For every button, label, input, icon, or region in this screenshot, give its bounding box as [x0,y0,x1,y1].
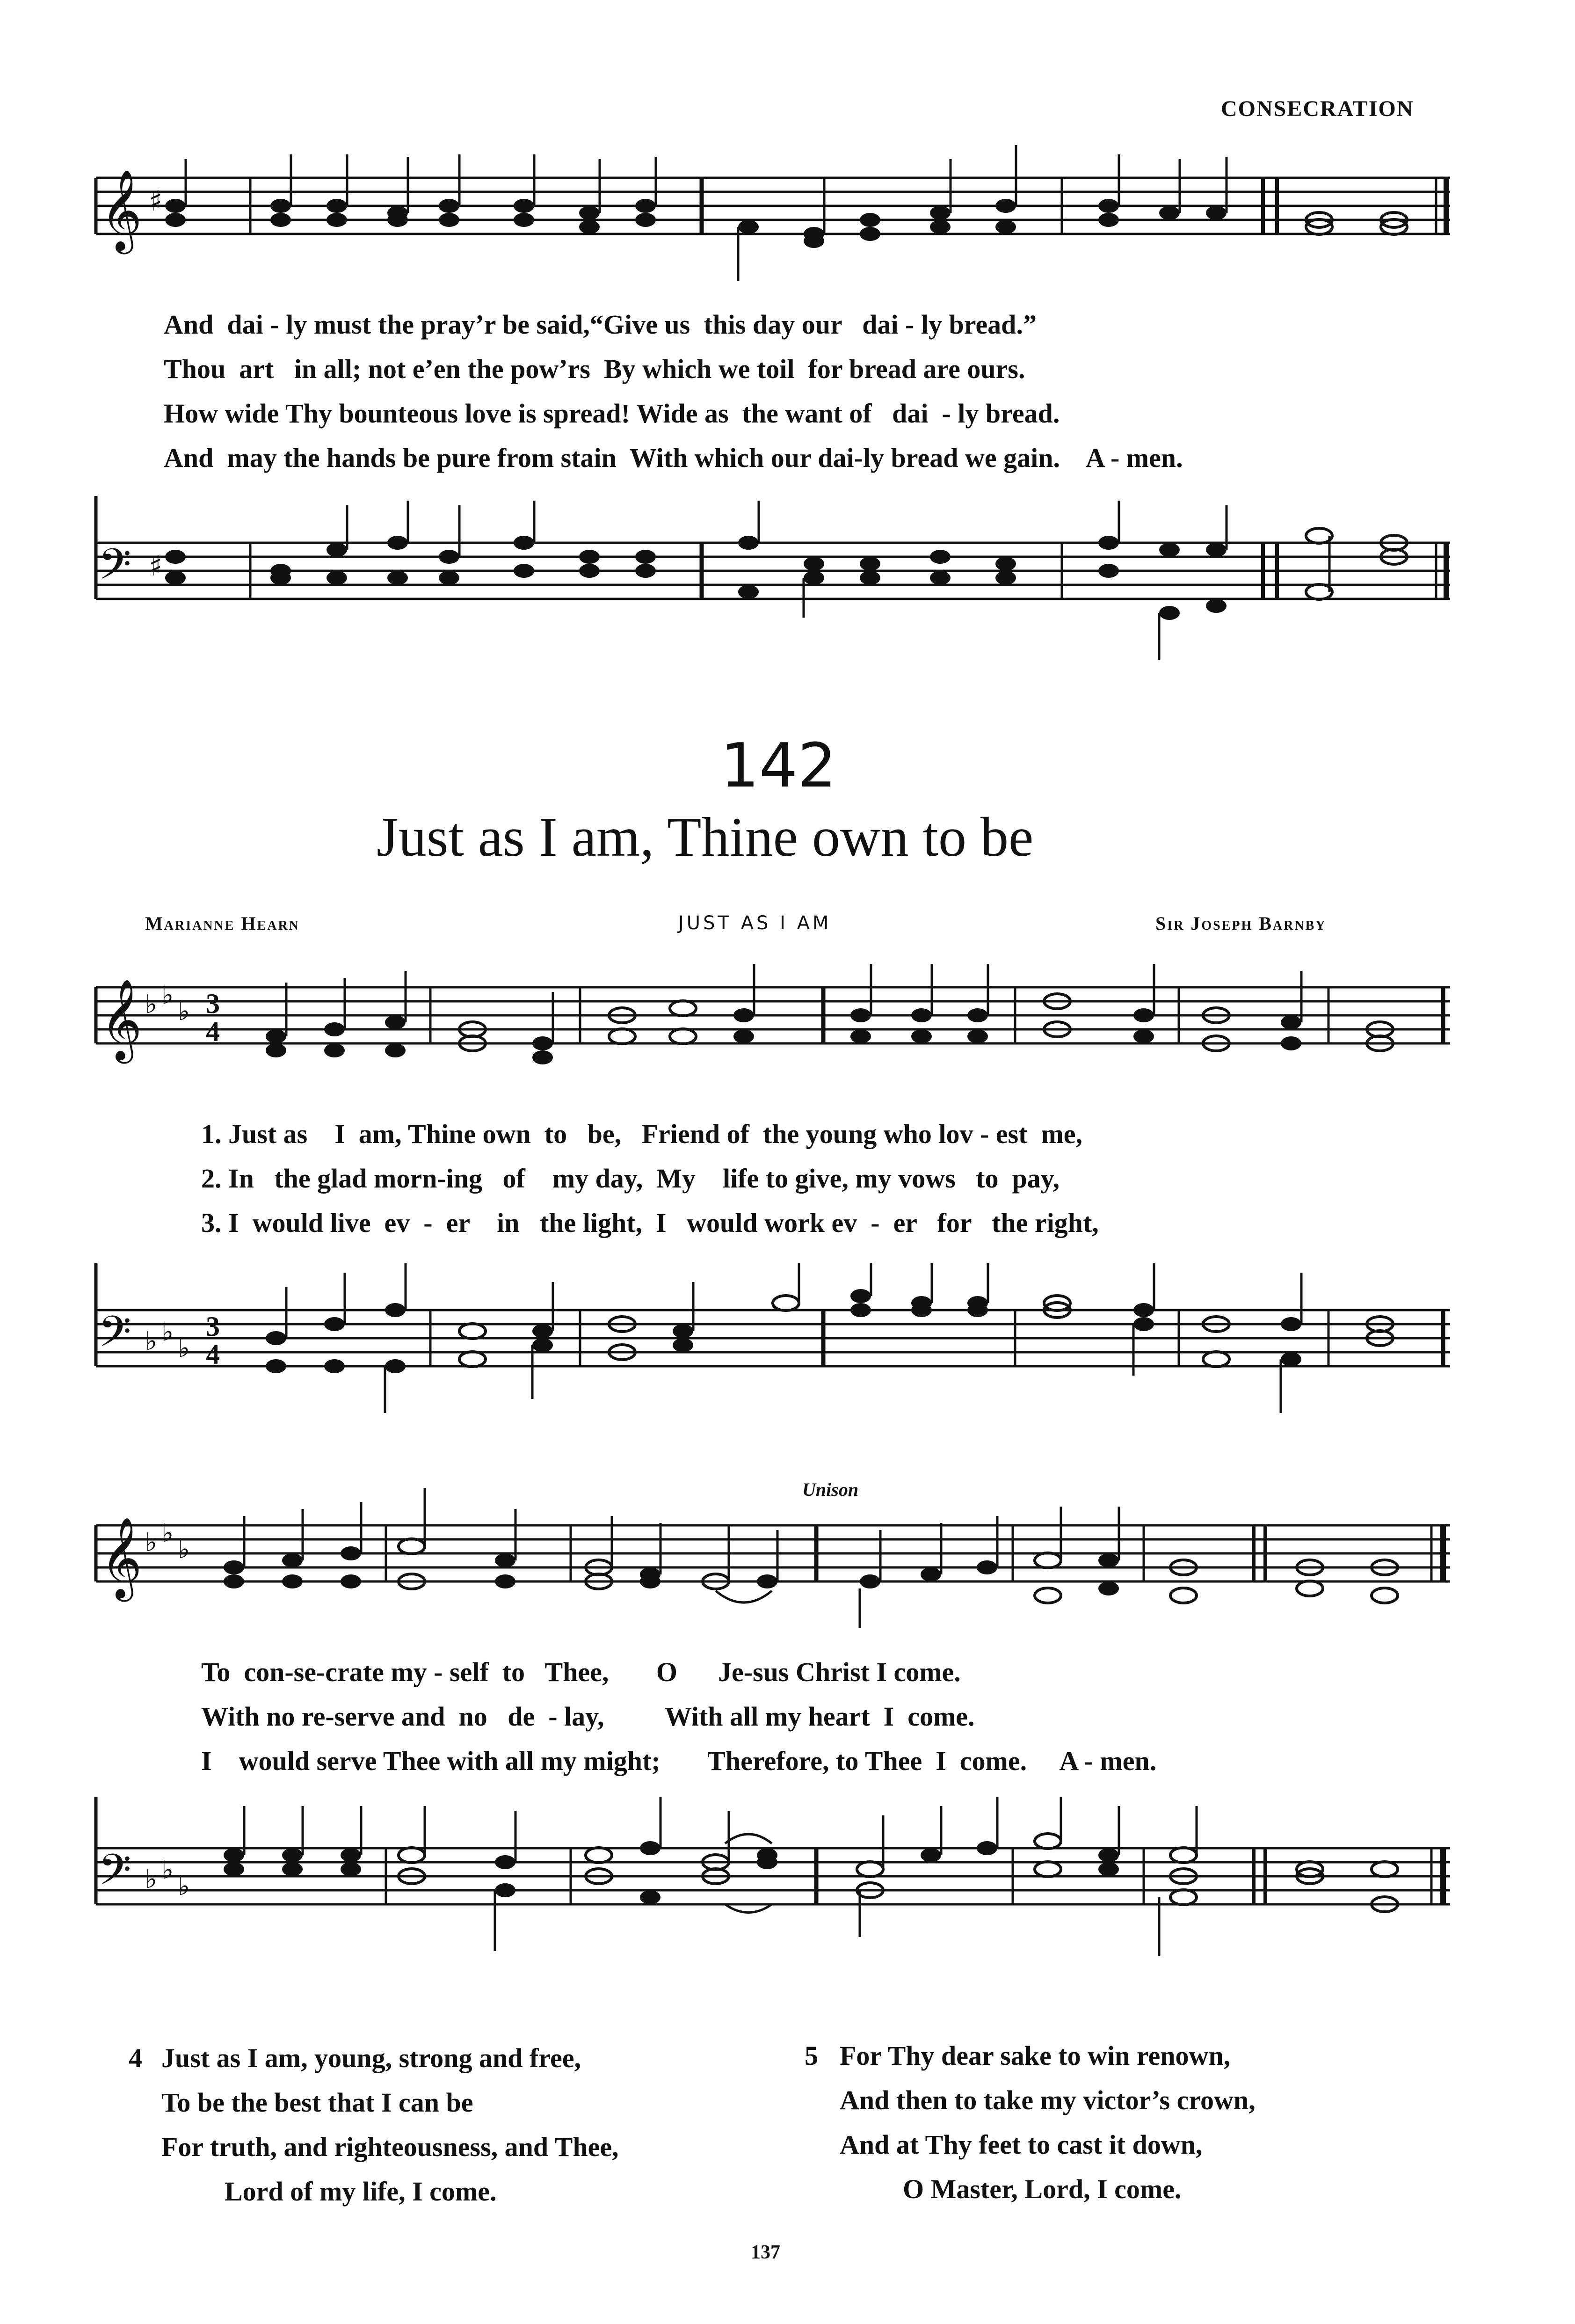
hymn-number: 142 [720,730,837,801]
svg-text:♭: ♭ [145,1864,157,1894]
svg-text:♭: ♭ [161,1317,174,1347]
verse-4-line: Just as I am, young, strong and free, [161,2043,581,2073]
page-number: 137 [751,2242,780,2263]
svg-text:♭: ♭ [161,1855,174,1885]
hymn-system1-lyric-line: 3. I would live ev - er in the light, I would work ev - er for the right, [201,1208,1099,1238]
verse-5-line: And then to take my victor’s crown, [840,2085,1256,2115]
hymn-composer: Sir Joseph Barnby [1155,913,1327,934]
hymn-tune: JUST AS I AM [678,912,832,934]
svg-text:♯: ♯ [149,185,163,218]
top-bass-staff [0,496,1575,664]
section-heading: CONSECRATION [1221,96,1414,121]
svg-text:𝄞: 𝄞 [101,979,142,1060]
verse-5-line: O Master, Lord, I come. [903,2174,1182,2204]
svg-text:♭: ♭ [178,996,190,1026]
top-lyric-line: And may the hands be pure from stain With which our dai-ly bread we gain. A - men. [164,443,1183,473]
svg-text:𝄢: 𝄢 [98,539,131,599]
hymn-system1-treble-staff [0,954,1575,1095]
verse-4-line: Lord of my life, I come. [225,2176,497,2207]
top-lyric-line: And dai - ly must the pray’r be said,“Give us this day our dai - ly bread.” [164,309,1037,340]
svg-text:♯: ♯ [149,550,163,583]
hymn-system1-lyric-line: 2. In the glad morn-ing of my day, My life to give, my vows to pay, [201,1163,1060,1194]
verse-4-number: 4 [129,2043,142,2073]
top-treble-staff [0,140,1575,290]
hymn-system2-lyric-line: To con-se-crate my - self to Thee, O Je-sus Christ I come. [201,1657,961,1687]
svg-text:4: 4 [206,1339,220,1370]
svg-text:𝄞: 𝄞 [101,1517,142,1598]
svg-text:♭: ♭ [145,989,157,1019]
verse-4-line: For truth, and righteousness, and Thee, [161,2132,619,2162]
verse-5-line: For Thy dear sake to win renown, [840,2040,1231,2071]
svg-text:𝄢: 𝄢 [98,1307,131,1367]
svg-text:𝄞: 𝄞 [101,169,142,251]
svg-text:𝄢: 𝄢 [98,1845,131,1905]
svg-text:♭: ♭ [178,1871,190,1901]
svg-text:♭: ♭ [178,1333,190,1363]
hymn-system2-lyric-line: With no re-serve and no de - lay, With all my heart I come. [201,1701,975,1732]
hymn-title: Just as I am, Thine own to be [377,806,1034,868]
svg-text:3: 3 [206,1311,220,1342]
hymn-system2-treble-staff [0,1479,1575,1638]
svg-text:3: 3 [206,988,220,1019]
svg-text:♭: ♭ [161,980,174,1010]
top-lyric-line: Thou art in all; not e’en the pow’rs By which we toil for bread are ours. [164,354,1025,384]
verse-5-line: And at Thy feet to cast it down, [840,2129,1203,2160]
hymn-system2-bass-staff [0,1797,1575,1965]
hymn-author: Marianne Hearn [145,913,300,934]
unison-mark: Unison [802,1479,859,1500]
svg-text:4: 4 [206,1016,220,1047]
verse-5-number: 5 [805,2040,818,2071]
hymn-system1-lyric-line: 1. Just as I am, Thine own to be, Friend of the young who lov - est me, [201,1119,1083,1149]
svg-text:♭: ♭ [161,1518,174,1548]
hymn-system2-lyric-line: I would serve Thee with all my might; Therefore, to Thee I come. A - men. [201,1746,1157,1776]
top-lyric-line: How wide Thy bounteous love is spread! Wide as the want of dai - ly bread. [164,398,1060,429]
verse-4-line: To be the best that I can be [161,2087,473,2118]
svg-text:♭: ♭ [178,1534,190,1564]
svg-text:♭: ♭ [145,1326,157,1356]
svg-text:♭: ♭ [145,1527,157,1557]
hymn-system1-bass-staff [0,1263,1575,1422]
